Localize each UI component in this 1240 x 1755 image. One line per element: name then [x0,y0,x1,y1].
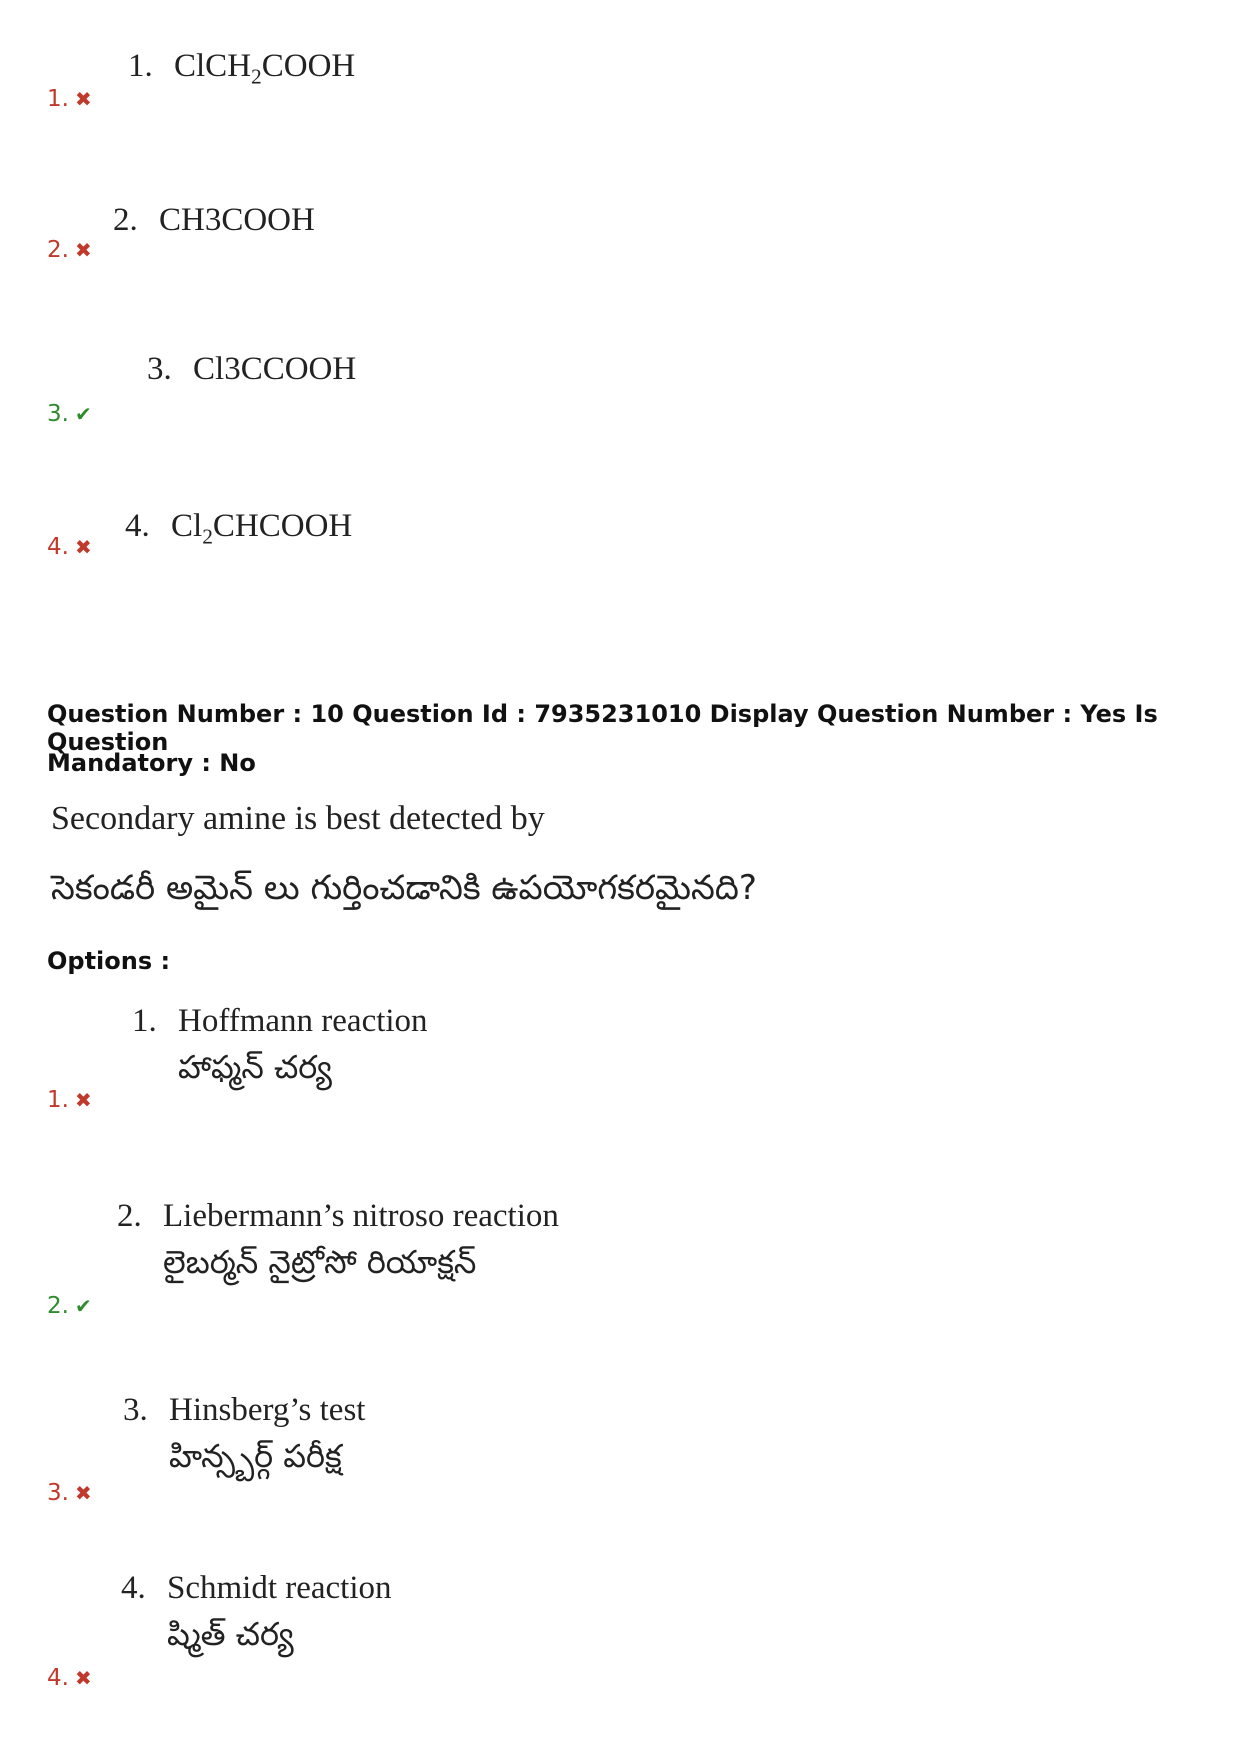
option-number: 4. [121,1570,146,1606]
option-4-marker: 4. ✖ [47,1665,92,1691]
option-3-marker: 3. ✖ [47,1480,92,1506]
prev-option-1-text: 1. ClCH$_2$COOH [128,48,356,89]
question-text-te: సెకండరీ అమైన్ లు గుర్తించడానికి ఉపయోగకరమైనది? [51,868,757,908]
check-icon: ✔ [74,402,92,426]
check-icon: ✔ [74,1294,92,1318]
option-text-te: హాఫ్మన్ చర్య [178,1048,332,1086]
option-number: 1. [132,1003,157,1039]
option-text-te: హిన్స్బర్గ్ పరీక్ష [169,1437,342,1475]
option-text-en: Hoffmann reaction [178,1003,428,1039]
cross-icon: ✖ [74,87,92,111]
option-1-marker: 1. ✖ [47,1087,92,1113]
option-3 [123,1392,365,1483]
prev-option-1-marker: 1. ✖ [47,86,92,112]
prev-option-4-marker: 4. ✖ [47,534,92,560]
option-1 [132,1003,428,1094]
prev-option-2-text: 2. CH3COOH [113,202,315,238]
option-2-marker: 2. ✔ [47,1293,92,1319]
prev-option-3-text: 3. Cl3CCOOH [147,351,357,387]
option-2 [117,1198,559,1289]
option-text-en: Liebermann’s nitroso reaction [163,1198,559,1234]
cross-icon: ✖ [74,1666,92,1690]
option-text-te: ష్మిత్ చర్య [167,1615,294,1653]
question-text-en: Secondary amine is best detected by [51,800,545,837]
question-header-line2: Mandatory : No [47,749,256,777]
option-text-en: Hinsberg’s test [169,1392,366,1428]
option-text-te: లైబర్మన్ నైట్రోసో రియాక్షన్ [163,1243,477,1281]
cross-icon: ✖ [74,535,92,559]
question-header-line1: Question Number : 10 Question Id : 7935231010 Display Question Number : Yes Is Question [47,700,1158,756]
cross-icon: ✖ [74,1481,92,1505]
prev-option-2-marker: 2. ✖ [47,237,92,263]
prev-option-3-marker: 3. ✔ [47,401,92,427]
cross-icon: ✖ [74,1088,92,1112]
cross-icon: ✖ [74,238,92,262]
option-number: 3. [123,1392,148,1428]
option-number: 2. [117,1198,142,1234]
option-4 [121,1570,392,1661]
prev-option-4-text: 4. $Cl_2CHCOOH$ [125,508,353,549]
option-text-en: Schmidt reaction [167,1570,392,1606]
options-label: Options : [47,947,171,975]
